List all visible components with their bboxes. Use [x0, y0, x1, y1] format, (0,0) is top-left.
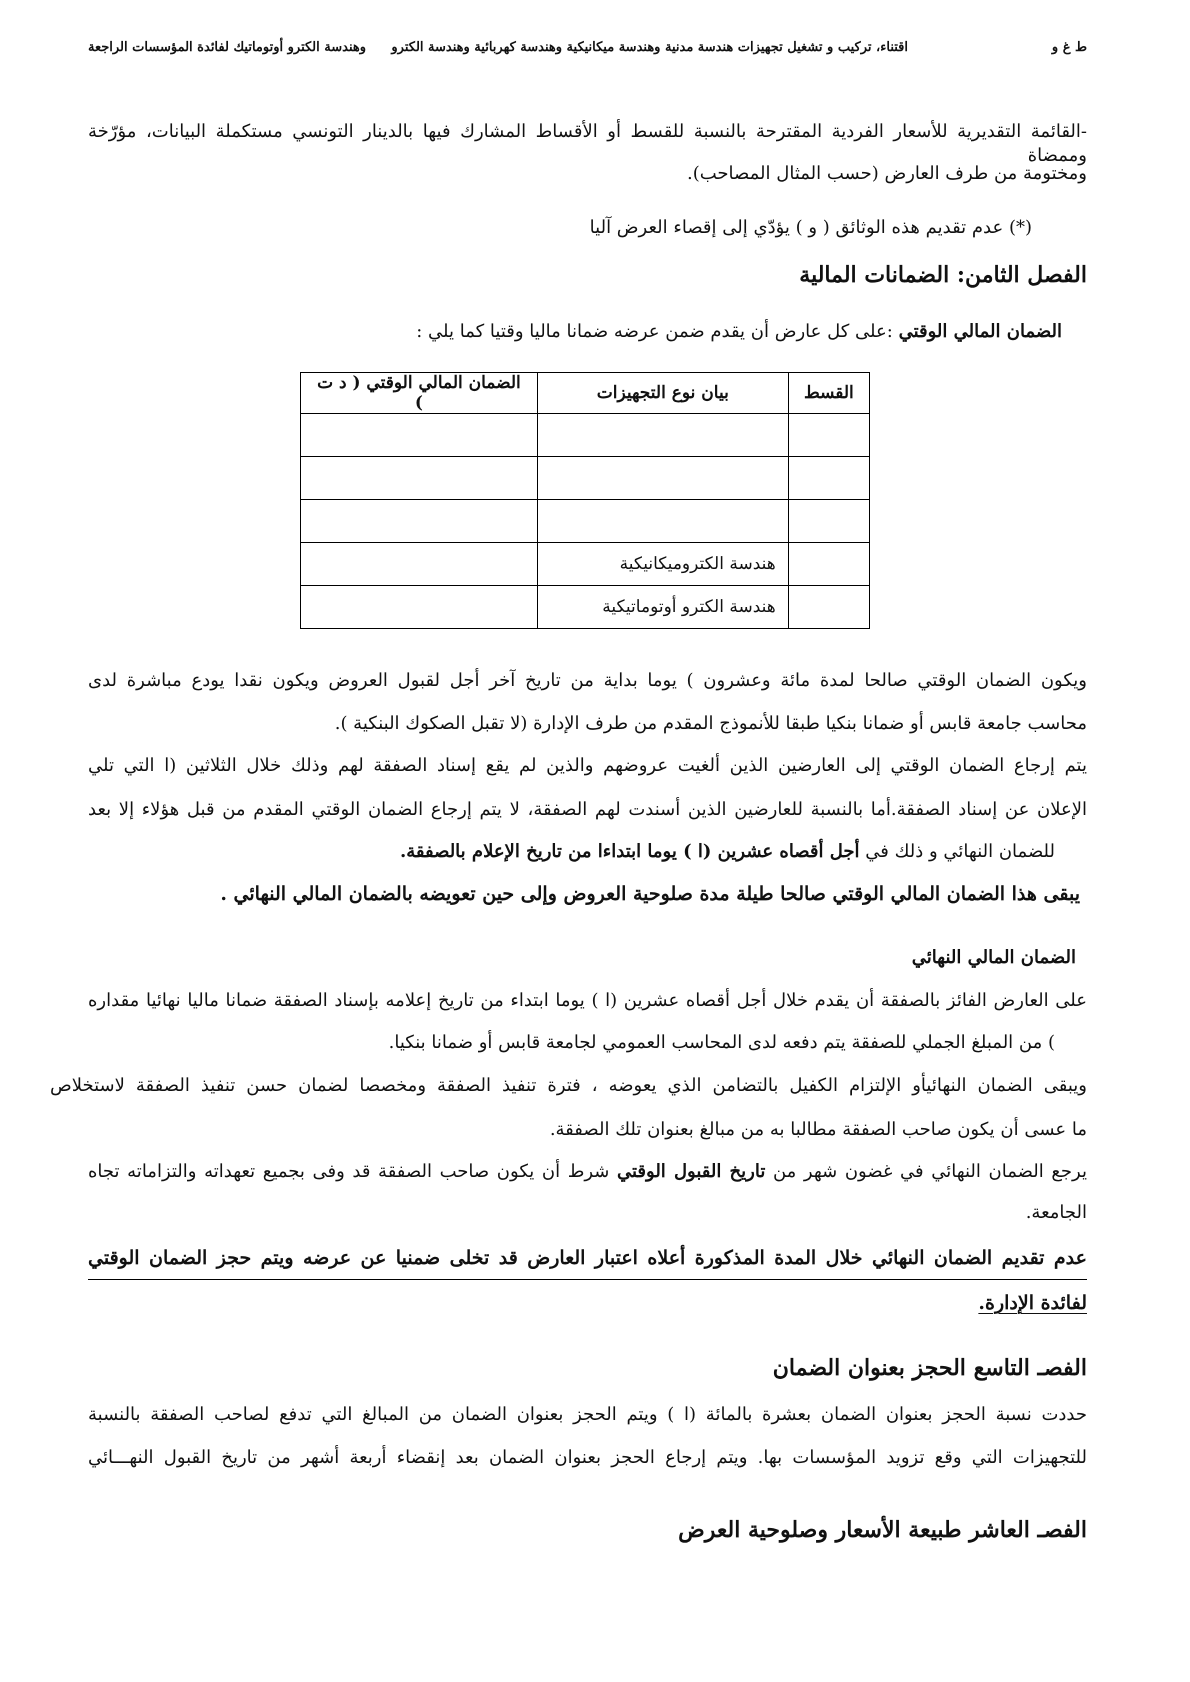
- table-cell: [788, 500, 869, 543]
- intro-paragraph-line1: -القائمة التقديرية للأسعار الفردية المقترحة بالنسبة للقسط أو الأقساط المشارك فيها بالدينار التونسي مستكملة البيانات، مؤرّخة وممضاة: [88, 121, 1087, 166]
- chapter9-line1: حددت نسبة الحجز بعنوان الضمان بعشرة بالمائة (ا ) ويتم الحجز بعنوان الضمان من المبالغ التي تدفع لصاحب الصفقة بالنسبة: [88, 1404, 1087, 1425]
- header-temp-guarantee: الضمان المالي الوقتي ( د ت ): [301, 373, 538, 414]
- stays-line1: ويبقى الضمان النهائيأو الإلتزام الكفيل بالتضامن الذي يعوضه ، فترة تنفيذ الصفقة ومخصصا لضمان حسن تنفيذ الصفقة لاستخلاص: [50, 1075, 1087, 1096]
- header-middle: اقتناء، تركيب و تشغيل تجهيزات هندسة مدنية وهندسة ميكانيكية وهندسة كهربائية وهندسة الكترو: [391, 40, 908, 55]
- table-cell: [301, 586, 538, 629]
- remains-paragraph: يبقى هذا الضمان المالي الوقتي صالحا طيلة مدة صلوحية العروض وإلى حين تعويضه بالضمان المالي النهائي .: [220, 883, 1080, 905]
- temp-guarantee-label: الضمان المالي الوقتي: [898, 321, 1062, 342]
- table-cell: هندسة الكتروميكانيكية: [537, 543, 788, 586]
- final-guarantee-line2: ) من المبلغ الجملي للصفقة يتم دفعه لدى المحاسب العمومي لجامعة قابس أو ضمانا بنكيا.: [388, 1032, 1055, 1053]
- return-line3-text: للضمان النهائي و ذلك في: [859, 841, 1055, 862]
- chapter10-title: الفصـ العاشر طبيعة الأسعار وصلوحية العرض: [678, 1517, 1087, 1543]
- header-left: وهندسة الكترو أوتوماتيك لفائدة المؤسسات الراجعة: [88, 40, 367, 55]
- temp-guarantee-intro: [416, 320, 1062, 344]
- chapter9-title: الفصـ التاسع الحجز بعنوان الضمان: [772, 1355, 1087, 1381]
- table-cell: [788, 543, 869, 586]
- refund-line1-text-a: يرجع الضمان النهائي في غضون شهر من: [765, 1161, 1087, 1182]
- table-cell: [537, 457, 788, 500]
- refund-line1: [88, 1160, 1087, 1184]
- header-right: ط غ و: [1051, 40, 1087, 55]
- guarantee-table: [300, 372, 870, 629]
- table-cell: [537, 500, 788, 543]
- warning-line2: لفائدة الإدارة.: [978, 1292, 1087, 1314]
- refund-line1-text-b: شرط أن يكون صاحب الصفقة قد وفى بجميع تعهداته والتزاماته تجاه: [88, 1161, 617, 1182]
- table-row: [301, 457, 870, 500]
- return-line2: الإعلان عن إسناد الصفقة.أما بالنسبة للعارضين الذين أسندت لهم الصفقة، لا يتم إرجاع الضمان الوقتي المقدم من قبل هؤلاء إلا بعد: [88, 799, 1087, 820]
- table-cell: [788, 414, 869, 457]
- table-row: [301, 586, 870, 629]
- intro-paragraph-line2: ومختومة من طرف العارض (حسب المثال المصاحب).: [687, 163, 1087, 184]
- table-row: [301, 414, 870, 457]
- chapter9-line2: للتجهيزات التي وقع تزويد المؤسسات بها. ويتم إرجاع الحجز بعنوان الضمان بعد إنقضاء أربعة أشهر من تاريخ القبول النهـــائي: [88, 1447, 1087, 1468]
- table-cell: [788, 586, 869, 629]
- header-equipment-type: بيان نوع التجهيزات: [537, 373, 788, 414]
- table-cell: [788, 457, 869, 500]
- return-line3: [400, 840, 1055, 864]
- final-guarantee-line1: على العارض الفائز بالصفقة أن يقدم خلال أجل أقصاه عشرين (ا ) يوما ابتداء من تاريخ إعلامه بإسناد الصفقة ضمانا ماليا نهائيا مقداره: [88, 990, 1087, 1011]
- warning-line1: عدم تقديم الضمان النهائي خلال المدة المذكورة أعلاه اعتبار العارض قد تخلى ضمنيا عن عرضه ويتم حجز الضمان الوقتي: [88, 1247, 1087, 1269]
- table-row: [301, 543, 870, 586]
- refund-line1-bold: تاريخ القبول الوقتي: [616, 1161, 766, 1182]
- table-row: [301, 500, 870, 543]
- return-line1: يتم إرجاع الضمان الوقتي إلى العارضين الذين ألغيت عروضهم والذين لم يقع إسناد الصفقة لهم وذلك خلال الثلاثين (ا التي تلي: [88, 755, 1087, 776]
- validity-line2: محاسب جامعة قابس أو ضمانا بنكيا طبقا للأنموذج المقدم من طرف الإدارة (لا تقبل الصكوك البنكية ).: [334, 713, 1087, 734]
- table-cell: [537, 414, 788, 457]
- final-guarantee-label: الضمان المالي النهائي: [911, 947, 1076, 968]
- refund-line2: الجامعة.: [1025, 1202, 1087, 1223]
- table-header-row: [301, 373, 870, 414]
- intro-note: (*) عدم تقديم هذه الوثائق ( و ) يؤدّي إلى إقصاء العرض آليا: [589, 217, 1032, 238]
- table-cell: [301, 457, 538, 500]
- table-cell: هندسة الكترو أوتوماتيكية: [537, 586, 788, 629]
- chapter8-title: الفصل الثامن: الضمانات المالية: [799, 262, 1087, 288]
- return-line3-bold: أجل أقصاه عشرين (ا ) يوما ابتداءا من تاريخ الإعلام بالصفقة.: [399, 841, 860, 862]
- validity-line1: ويكون الضمان الوقتي صالحا لمدة مائة وعشرون ) يوما بداية من تاريخ آخر أجل لقبول العروض ويكون نقدا يودع مباشرة لدى: [88, 670, 1087, 691]
- header-lot: القسط: [788, 373, 869, 414]
- table-cell: [301, 414, 538, 457]
- warning-underline: [88, 1279, 1087, 1280]
- temp-guarantee-text: :على كل عارض أن يقدم ضمن عرضه ضمانا ماليا وقتيا كما يلي :: [416, 321, 893, 342]
- table-cell: [301, 500, 538, 543]
- stays-line2: ما عسى أن يكون صاحب الصفقة مطالبا به من مبالغ بعنوان تلك الصفقة.: [549, 1119, 1087, 1140]
- table-cell: [301, 543, 538, 586]
